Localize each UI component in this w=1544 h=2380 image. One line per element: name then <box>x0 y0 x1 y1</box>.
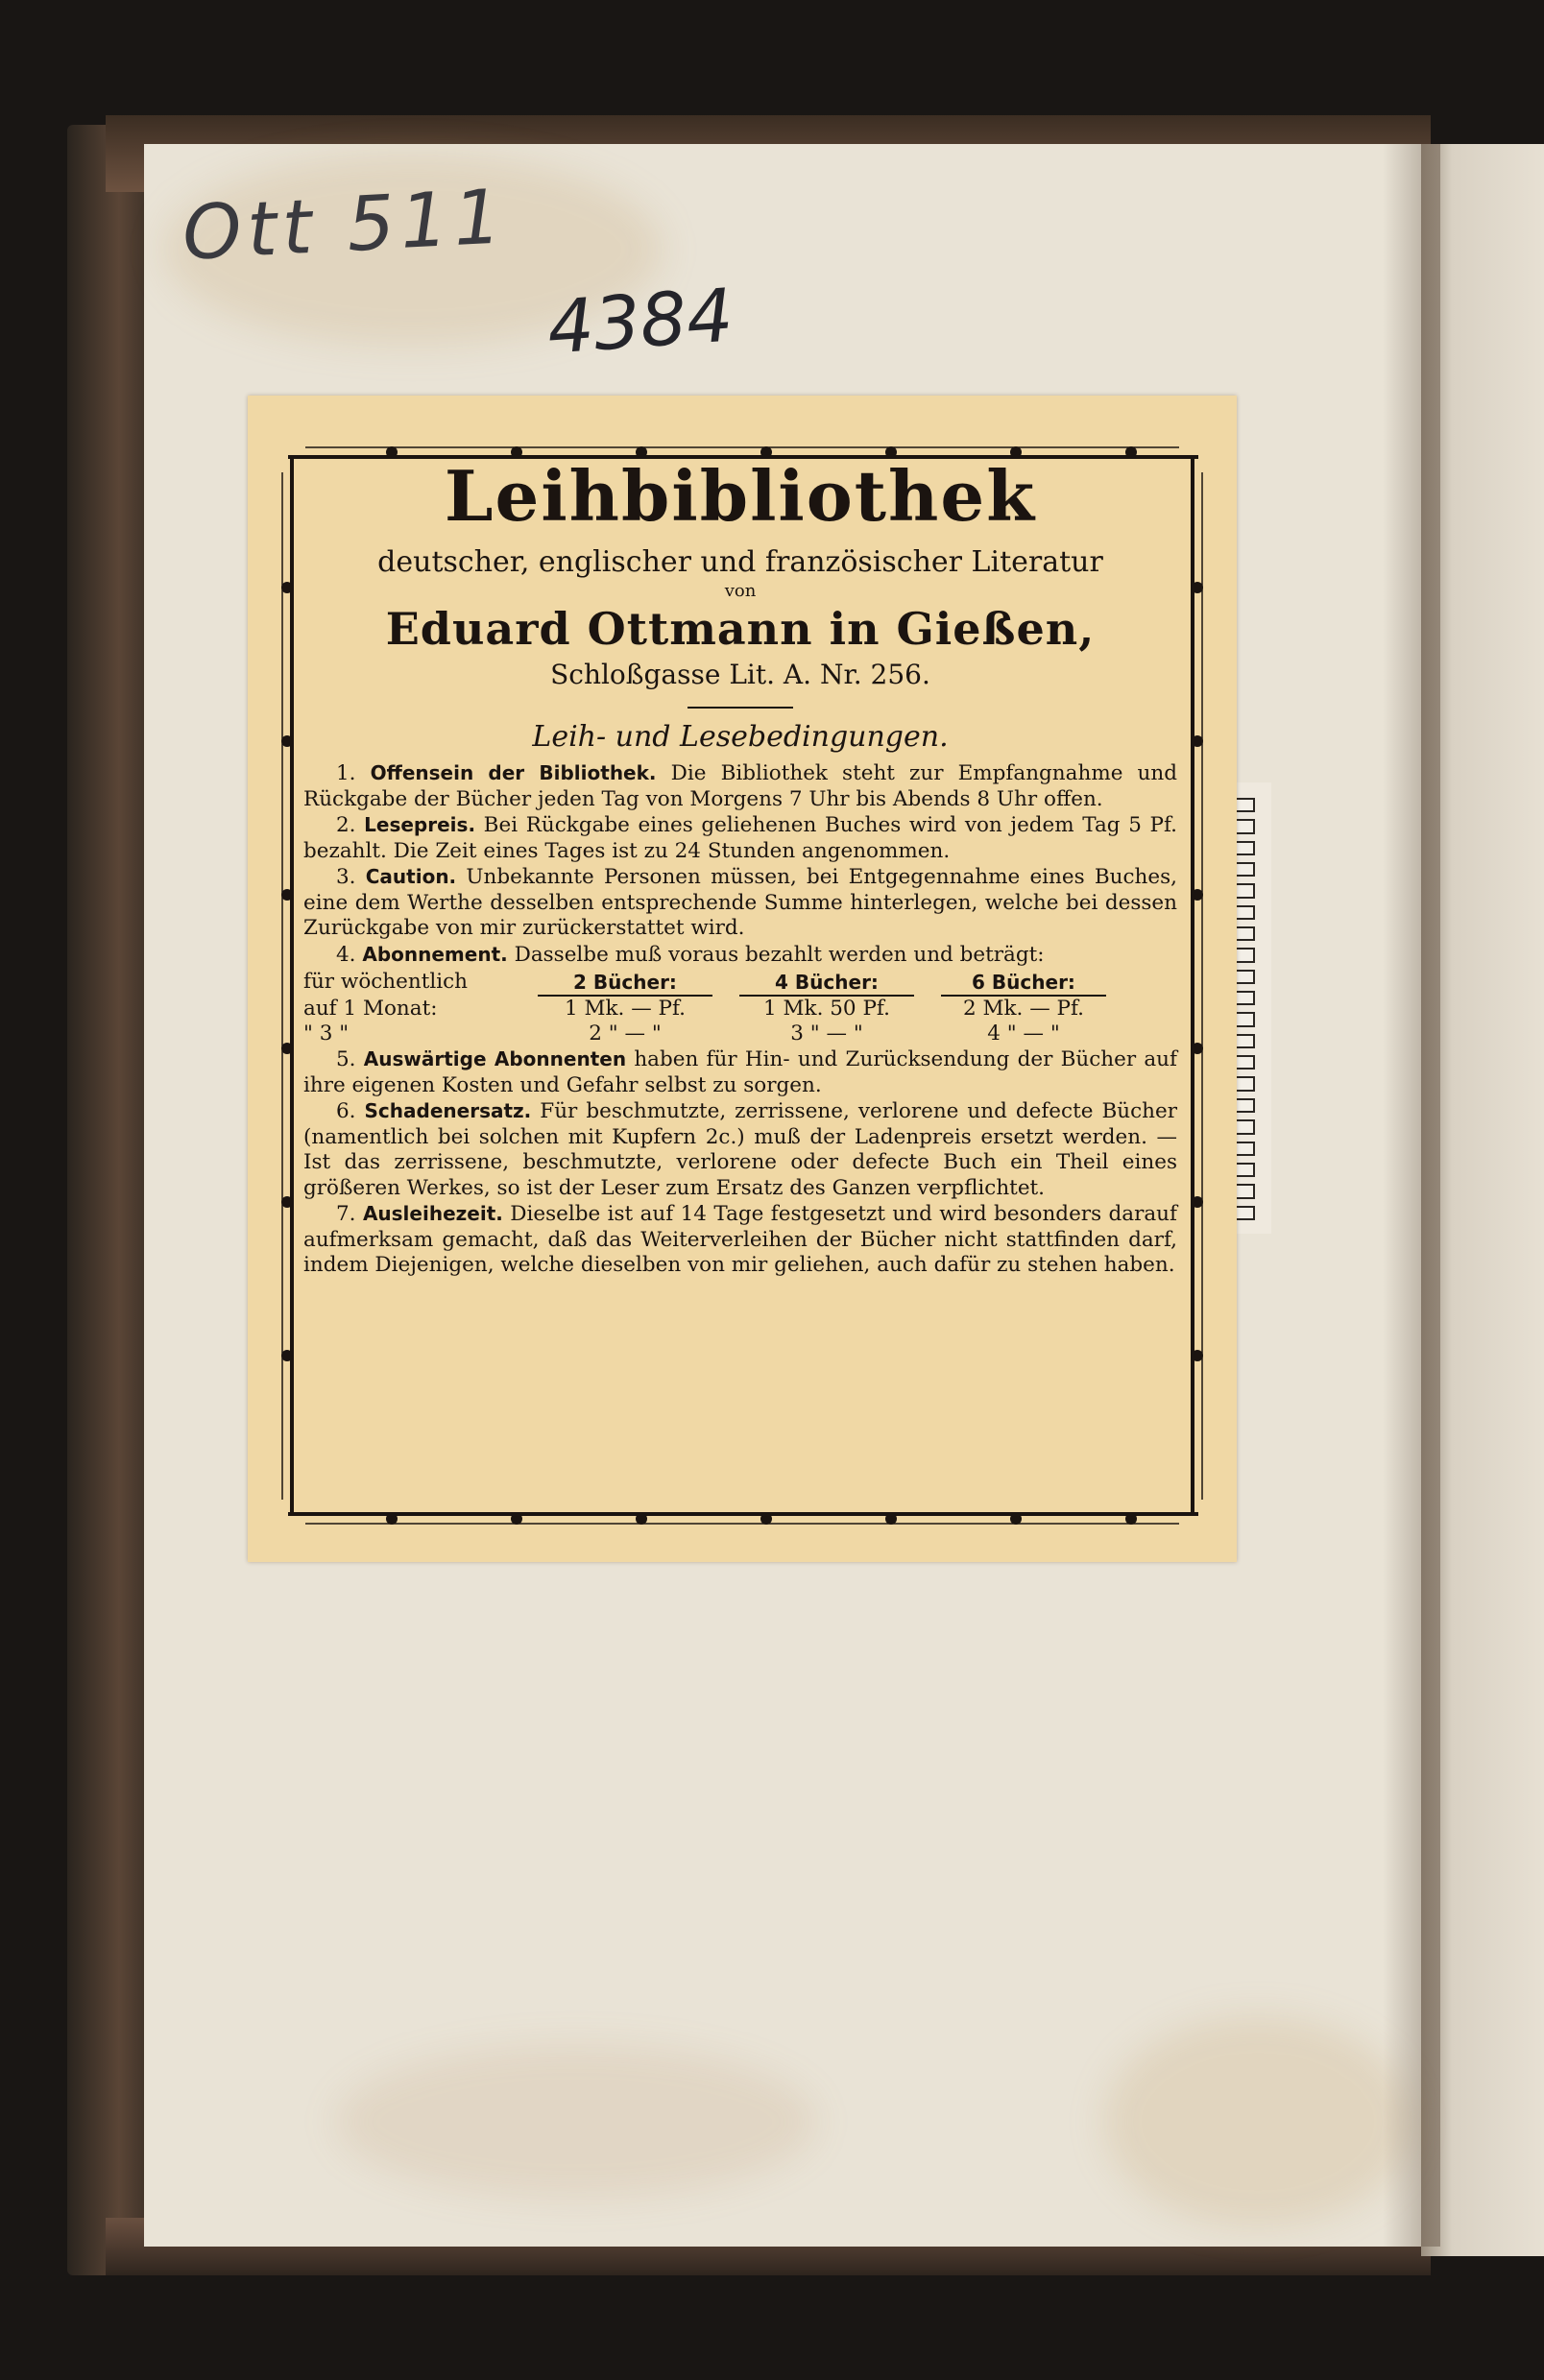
terms-list <box>303 760 1177 1279</box>
table-cell: 1 Mk. — Pf. <box>564 997 687 1021</box>
term-number: 6. <box>336 1099 356 1123</box>
subscription-table <box>303 970 1177 1046</box>
term-text: Dieselbe ist auf 14 Tage festgesetzt und wird besonders darauf aufmerksam gemacht, daß das Weiterverleihen der Bücher nicht stattfinden darf, indem Diejenigen, welche dieselben von mir geliehen, auch dafür zu stehen haben. <box>303 1202 1177 1277</box>
label-address: Schloßgasse Lit. A. Nr. 256. <box>550 659 930 690</box>
table-column-header: 4 Bücher: <box>739 970 914 997</box>
term-text: Für beschmutzte, zerrissene, verlorene und defecte Bücher (namentlich bei solchen mit Kupfern 2c.) muß der Ladenpreis ersetzt werden. — Ist das zerrissene, beschmutzte, verlorene oder defecte Buch ein Theil eines größeren Werkes, so ist der Leser zum Ersatz des Ganzen verpflichtet. <box>303 1099 1177 1200</box>
term-number: 5. <box>336 1047 356 1071</box>
conditions-heading: Leih- und Lesebedingungen. <box>532 720 949 754</box>
divider-rule <box>688 707 793 709</box>
table-cell: 4 " — " <box>987 1022 1060 1046</box>
foxing-stain <box>1104 2016 1411 2227</box>
term-text: Dasselbe muß voraus bezahlt werden und beträgt: <box>507 942 1045 967</box>
term-text: Bei Rückgabe eines geliehenen Buches wird von jedem Tag 5 Pf. bezahlt. Die Zeit eines Tages ist zu 24 Stunden angenommen. <box>303 813 1177 863</box>
handwritten-number: 4384 <box>544 272 736 371</box>
term-item <box>303 1046 1177 1098</box>
term-number: 2. <box>336 813 356 837</box>
term-number: 4. <box>336 942 356 967</box>
label-von: von <box>724 581 757 601</box>
term-number: 1. <box>336 761 356 785</box>
term-text: Unbekannte Personen müssen, bei Entgegennahme eines Buches, eine dem Werthe desselben entsprechende Summe hinterlegen, welche bei dessen Zurückgabe von mir zurückerstattet wird. <box>303 865 1177 940</box>
library-label <box>248 396 1237 1562</box>
term-heading: Auswärtige Abonnenten <box>363 1047 627 1070</box>
term-number: 3. <box>336 865 356 889</box>
table-row-label: auf 1 Monat: <box>303 997 438 1021</box>
term-heading: Abonnement. <box>362 942 508 966</box>
table-column-header: 6 Bücher: <box>941 970 1106 997</box>
spine-shadow <box>1383 144 1440 2247</box>
label-subtitle: deutscher, englischer und französischer Literatur <box>377 545 1103 579</box>
term-item <box>303 864 1177 942</box>
table-row-label-header: für wöchentlich <box>303 970 469 994</box>
table-cell: 3 " — " <box>790 1022 863 1046</box>
term-number: 7. <box>336 1202 356 1226</box>
term-item <box>303 760 1177 812</box>
term-text: Die Bibliothek steht zur Empfangnahme und Rückgabe der Bücher jeden Tag von Morgens 7 Uhr bis Abends 8 Uhr offen. <box>303 761 1177 811</box>
foxing-stain <box>336 2045 816 2199</box>
label-content <box>303 453 1177 1509</box>
table-column-header: 2 Bücher: <box>538 970 712 997</box>
table-cell: 2 Mk. — Pf. <box>962 997 1085 1021</box>
perforated-tape <box>1234 792 1261 1220</box>
term-item <box>303 812 1177 864</box>
term-heading: Schadenersatz. <box>364 1099 532 1122</box>
table-cell: 1 Mk. 50 Pf. <box>763 997 890 1021</box>
term-text: haben für Hin- und Zurücksendung der Bücher auf ihre eigenen Kosten und Gefahr selbst zu sorgen. <box>303 1047 1177 1097</box>
term-item <box>303 942 1177 969</box>
table-cell: 2 " — " <box>589 1022 662 1046</box>
book-cover-edge-left <box>67 125 154 2275</box>
term-heading: Lesepreis. <box>364 813 476 836</box>
term-heading: Caution. <box>365 865 457 888</box>
handwritten-shelfmark: Ott 511 <box>180 174 510 277</box>
term-item <box>303 1201 1177 1279</box>
label-owner: Eduard Ottmann in Gießen, <box>385 603 1096 655</box>
term-heading: Offensein der Bibliothek. <box>370 761 657 784</box>
label-title: Leihbibliothek <box>444 455 1037 537</box>
table-row-label: " 3 " <box>303 1022 350 1046</box>
term-heading: Ausleihezeit. <box>362 1202 503 1225</box>
term-item <box>303 1098 1177 1201</box>
